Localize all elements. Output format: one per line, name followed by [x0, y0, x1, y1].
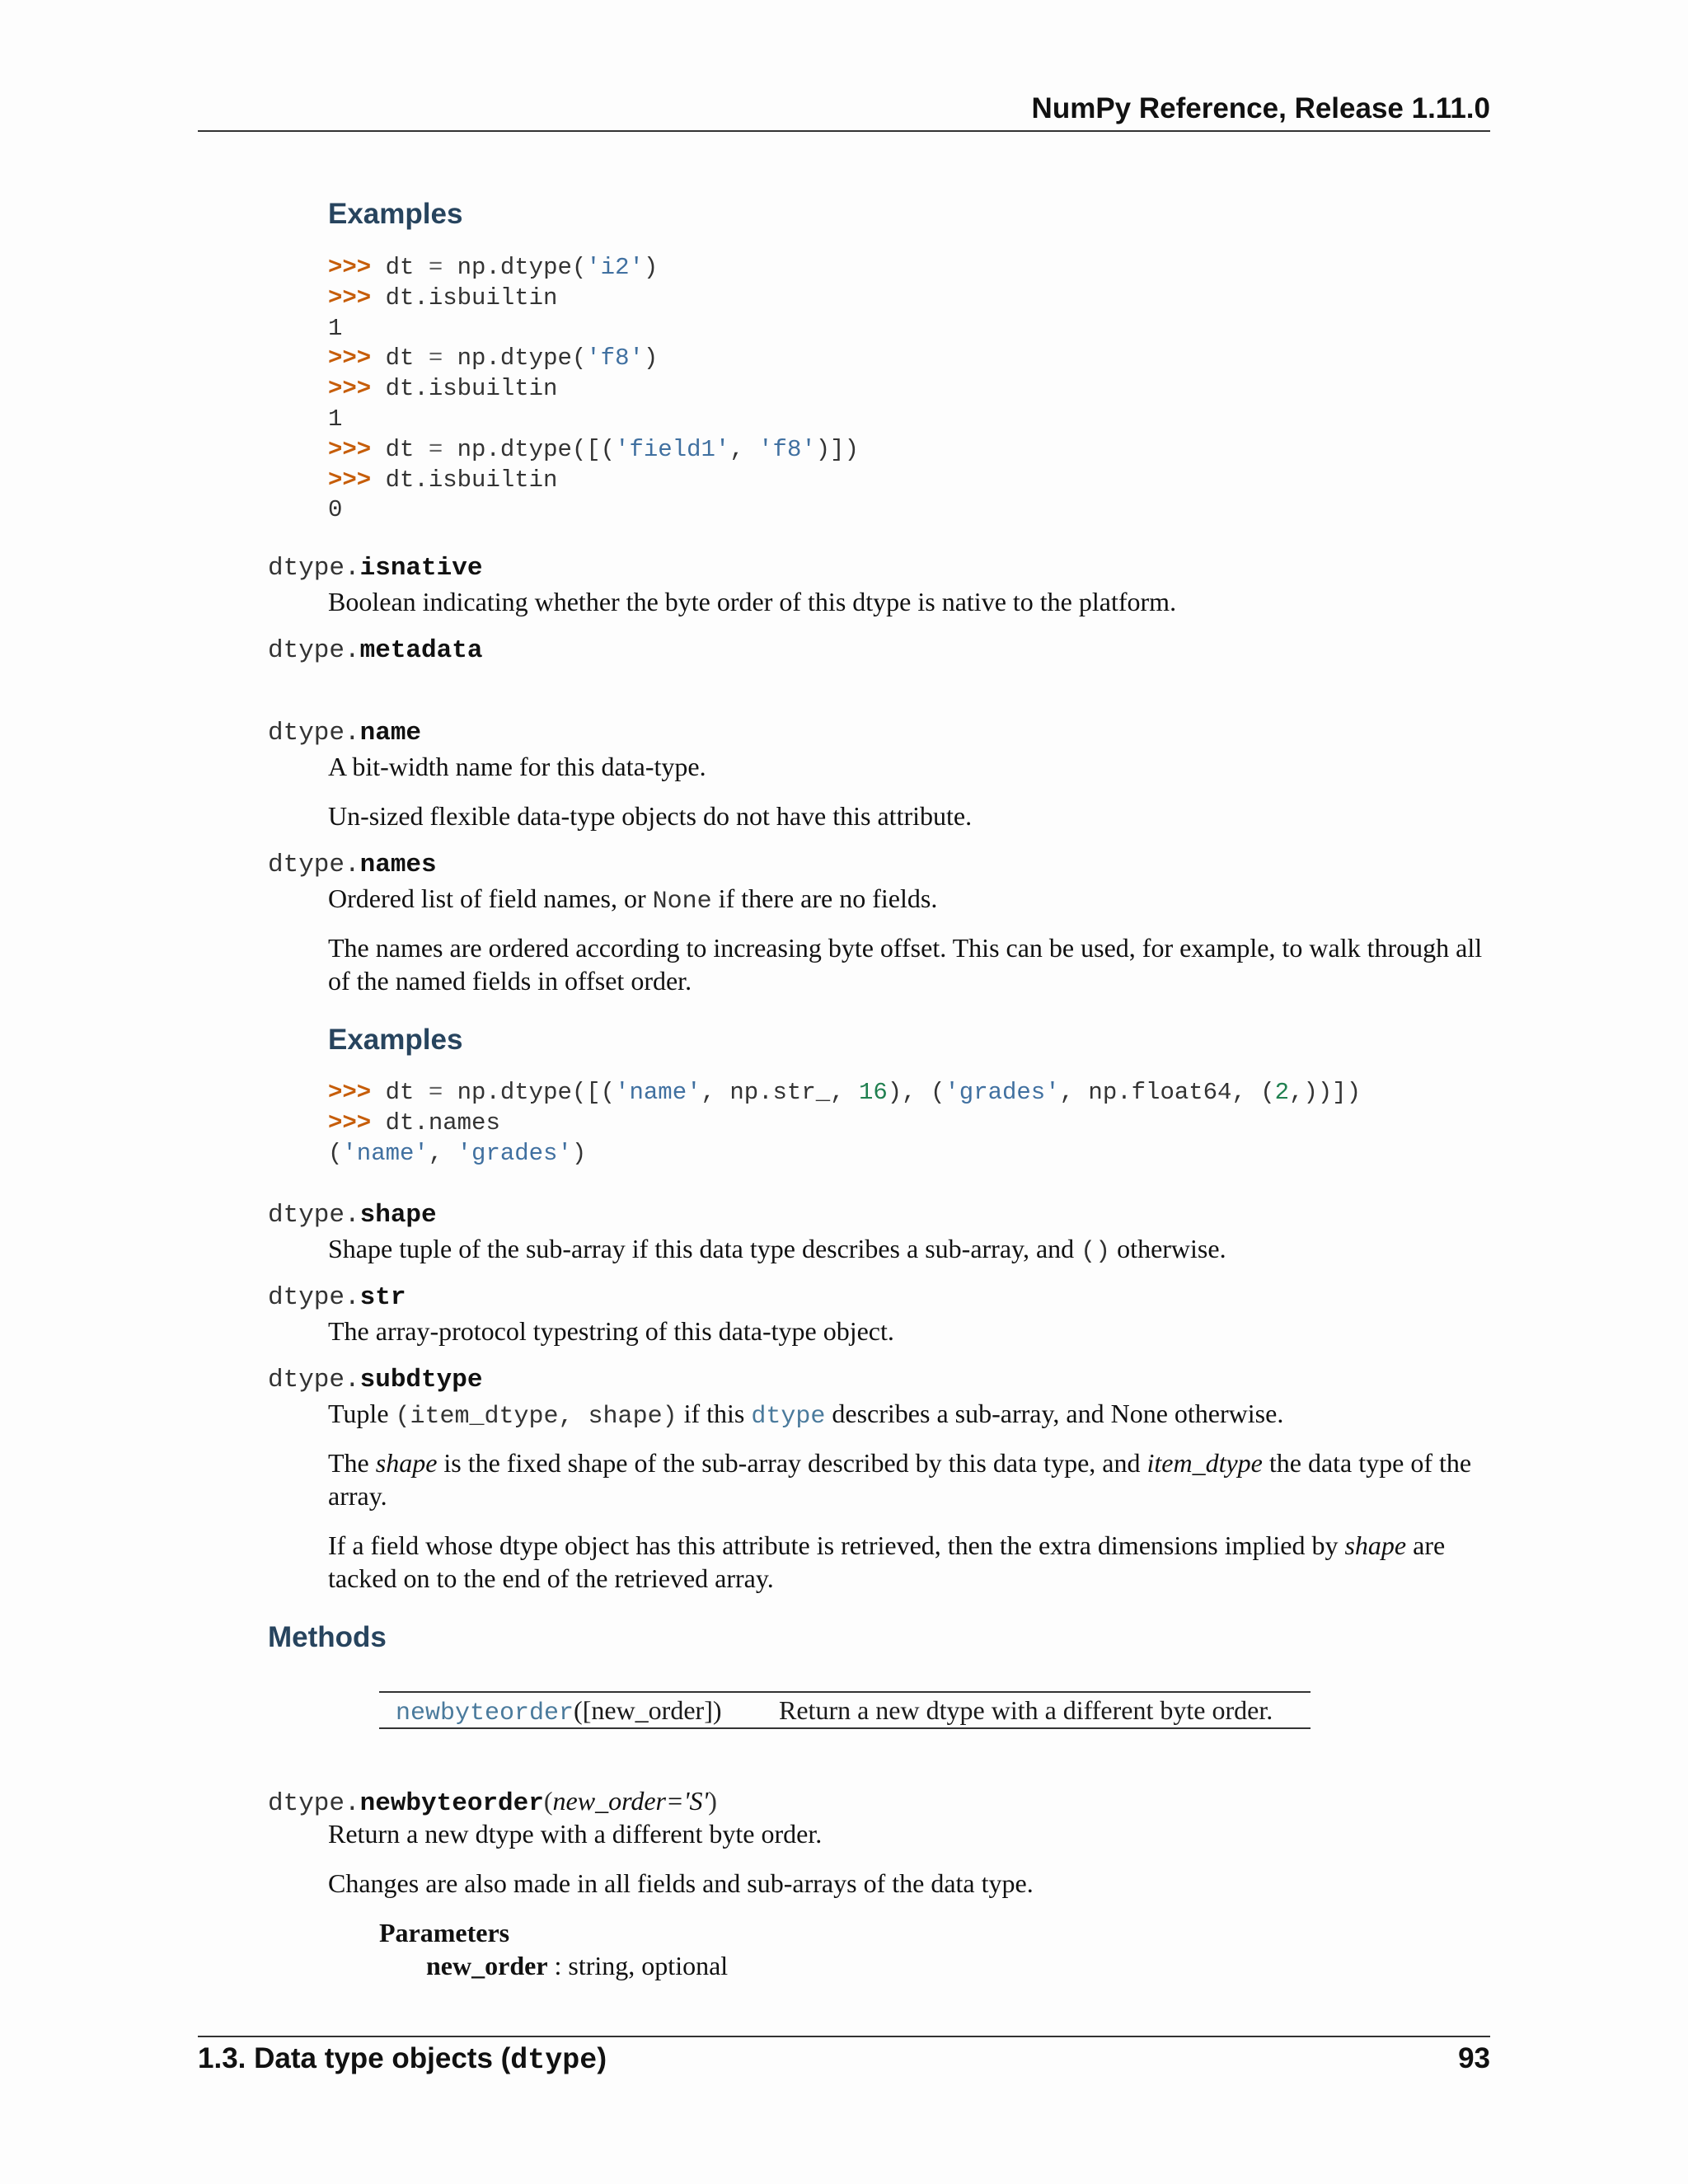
isbuiltin-example-code: >>> dt = np.dtype('i2') >>> dt.isbuiltin 1 >>> dt = np.dtype('f8') >>> dt.isbuiltin 1 >>> dt = np.dtype([('field1', 'f8')]) >>> dt.isbuiltin 0 [328, 254, 859, 524]
header-rule [198, 130, 1490, 132]
examples-heading: Examples [328, 198, 463, 230]
examples-heading-2: Examples [328, 1024, 463, 1056]
subdtype-description-2: The shape is the fixed shape of the sub-array described by this data type, and item_dtype the data type of the array. [328, 1448, 1472, 1511]
methods-heading: Methods [268, 1621, 387, 1653]
newbyteorder-description-2: Changes are also made in all fields and sub-arrays of the data type. [328, 1868, 1034, 1898]
subdtype-signature: dtype.subdtype [268, 1366, 483, 1394]
names-description-1: Ordered list of field names, or None if there are no fields. [328, 883, 938, 916]
isnative-description: Boolean indicating whether the byte order of this dtype is native to the platform. [328, 587, 1177, 616]
names-signature: dtype.names [268, 851, 437, 879]
page-number: 93 [1458, 2042, 1490, 2074]
methods-table-row-description: Return a new dtype with a different byte order. [779, 1695, 1273, 1725]
parameter-new-order: new_order : string, optional [426, 1951, 729, 1980]
footer-rule [198, 2036, 1490, 2037]
methods-table-row-signature: newbyteorder([new_order]) [396, 1695, 722, 1727]
shape-signature: dtype.shape [268, 1201, 437, 1230]
isnative-signature: dtype.isnative [268, 554, 483, 583]
newbyteorder-link[interactable]: newbyteorder [396, 1699, 574, 1727]
shape-description: Shape tuple of the sub-array if this data type describes a sub-array, and () otherwise. [328, 1234, 1226, 1266]
subdtype-description-3: If a field whose dtype object has this attribute is retrieved, then the extra dimensions implied by shape are tacked on to the end of the retrieved array. [328, 1530, 1446, 1593]
newbyteorder-description-1: Return a new dtype with a different byte order. [328, 1819, 823, 1849]
dtype-link[interactable]: dtype [751, 1403, 826, 1431]
footer-section-title: 1.3. Data type objects (dtype) [198, 2042, 607, 2077]
running-header: NumPy Reference, Release 1.11.0 [1031, 92, 1490, 124]
newbyteorder-signature: dtype.newbyteorder(new_order='S') [268, 1786, 717, 1818]
names-description-2: The names are ordered according to increasing byte offset. This can be used, for example, to walk through all of the named fields in offset order. [328, 933, 1483, 996]
methods-table [379, 1691, 1311, 1729]
name-description-2: Un-sized flexible data-type objects do not have this attribute. [328, 801, 973, 831]
metadata-signature: dtype.metadata [268, 636, 483, 665]
str-description: The array-protocol typestring of this data-type object. [328, 1316, 894, 1346]
parameters-heading: Parameters [379, 1918, 510, 1947]
name-description-1: A bit-width name for this data-type. [328, 752, 706, 781]
str-signature: dtype.str [268, 1283, 406, 1312]
name-signature: dtype.name [268, 719, 422, 748]
names-example-code: >>> dt = np.dtype([('name', np.str_, 16), ('grades', np.float64, (2,))]) >>> dt.names ('name', 'grades') [328, 1079, 1362, 1167]
subdtype-description-1: Tuple (item_dtype, shape) if this dtype describes a sub-array, and None otherwise. [328, 1399, 1284, 1431]
